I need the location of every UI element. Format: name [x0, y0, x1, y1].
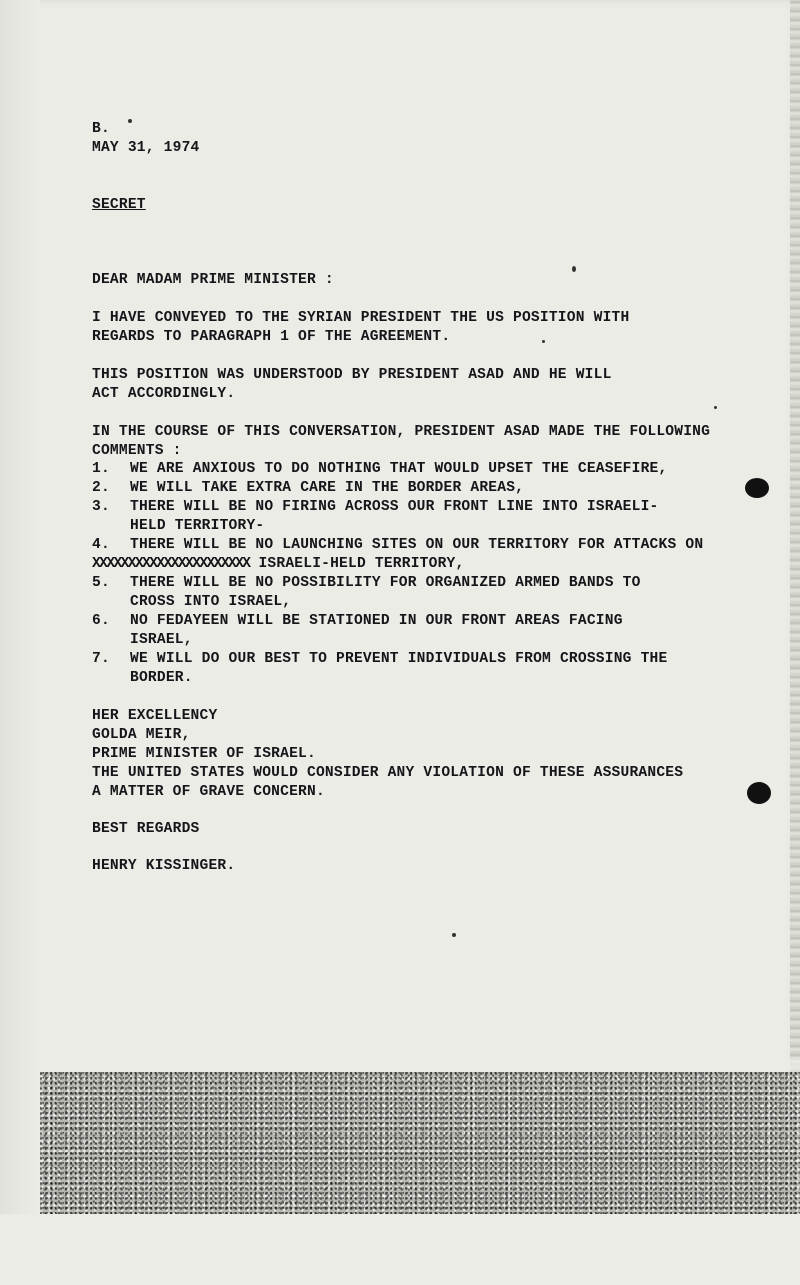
- assurance-line-2: A MATTER OF GRAVE CONCERN.: [92, 784, 325, 800]
- item-text: WE ARE ANXIOUS TO DO NOTHING THAT WOULD UPSET THE CEASEFIRE,: [130, 461, 668, 477]
- item-text-cont: [92, 555, 464, 574]
- item-text: THERE WILL BE NO LAUNCHING SITES ON OUR TERRITORY FOR ATTACKS ON: [130, 537, 704, 553]
- page-bottom-margin: [0, 1214, 800, 1285]
- addressee-name: GOLDA MEIR,: [92, 727, 191, 743]
- item-text: NO FEDAYEEN WILL BE STATIONED IN OUR FRONT AREAS FACING: [130, 613, 623, 629]
- scan-speck: [542, 340, 545, 343]
- addressee-office: PRIME MINISTER OF ISRAEL.: [92, 746, 316, 762]
- item-text: WE WILL DO OUR BEST TO PREVENT INDIVIDUALS FROM CROSSING THE: [130, 651, 668, 667]
- item-text: WE WILL TAKE EXTRA CARE IN THE BORDER AREAS,: [130, 480, 525, 496]
- closing: BEST REGARDS: [92, 821, 200, 837]
- hole-punch-mark: [745, 478, 769, 498]
- paragraph-1-line-2: REGARDS TO PARAGRAPH 1 OF THE AGREEMENT.: [92, 329, 451, 345]
- item-text: THERE WILL BE NO FIRING ACROSS OUR FRONT LINE INTO ISRAELI-: [130, 499, 659, 515]
- scan-noise-band: [40, 1072, 800, 1214]
- item-text-cont: ISRAEL,: [130, 632, 193, 648]
- struck-out-text: XXXXXXXXXXXXXXXXXXXXXX: [92, 556, 250, 572]
- scan-speck: [572, 266, 576, 272]
- item-text-cont: HELD TERRITORY-: [130, 518, 265, 534]
- signature: HENRY KISSINGER.: [92, 858, 236, 874]
- paragraph-2-line-1: THIS POSITION WAS UNDERSTOOD BY PRESIDENT ASAD AND HE WILL: [92, 367, 612, 383]
- paragraph-3-line-1: IN THE COURSE OF THIS CONVERSATION, PRESIDENT ASAD MADE THE FOLLOWING: [92, 424, 711, 440]
- reference-letter: B.: [92, 121, 110, 137]
- item-number: 7.: [92, 651, 110, 667]
- paragraph-3-line-2: COMMENTS :: [92, 443, 182, 459]
- salutation: DEAR MADAM PRIME MINISTER :: [92, 272, 334, 288]
- item-number: 6.: [92, 613, 110, 629]
- scan-speck: [452, 933, 456, 937]
- addressee-title: HER EXCELLENCY: [92, 708, 218, 724]
- item-number: 5.: [92, 575, 110, 591]
- paragraph-2-line-2: ACT ACCORDINGLY.: [92, 386, 236, 402]
- item-number: 2.: [92, 480, 110, 496]
- item-number: 1.: [92, 461, 110, 477]
- scan-speck: [128, 119, 132, 123]
- hole-punch-mark: [747, 782, 771, 804]
- scan-speck: [714, 406, 717, 409]
- item-text-cont: CROSS INTO ISRAEL,: [130, 594, 292, 610]
- scan-left-margin: [0, 0, 40, 1285]
- assurance-line-1: THE UNITED STATES WOULD CONSIDER ANY VIOLATION OF THESE ASSURANCES: [92, 765, 684, 781]
- item-text: THERE WILL BE NO POSSIBILITY FOR ORGANIZED ARMED BANDS TO: [130, 575, 641, 591]
- paragraph-1-line-1: I HAVE CONVEYED TO THE SYRIAN PRESIDENT THE US POSITION WITH: [92, 310, 630, 326]
- letter-date: MAY 31, 1974: [92, 140, 200, 156]
- item-text-cont: BORDER.: [130, 670, 193, 686]
- item-number: 4.: [92, 537, 110, 553]
- item-text-remainder: ISRAELI-HELD TERRITORY,: [249, 556, 465, 572]
- item-number: 3.: [92, 499, 110, 515]
- classification-marking: SECRET: [92, 197, 146, 213]
